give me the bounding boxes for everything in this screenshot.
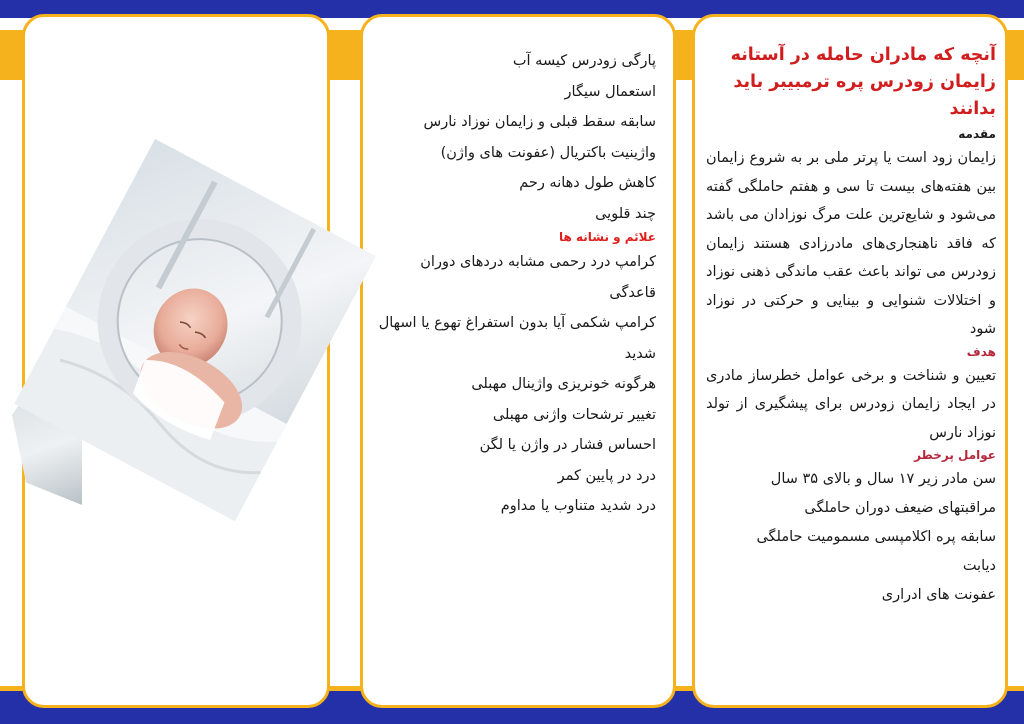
risk-heading: عوامل پرخطر	[914, 448, 996, 462]
list-item: تغییر ترشحات واژنی مهبلی	[492, 406, 656, 423]
signs-heading: علائم و نشانه ها	[558, 230, 656, 244]
list-item: هرگونه خونریزی واژینال مهبلی	[471, 376, 656, 392]
intro-text: زایمان زود است یا پرتر ملی بر به شروع زایمان بین هفته‌های بیست تا سی و هفتم حاملگی گفته می‌شود و شایع‌ترین علت مرگ نوزادان می باشد که فاقد ناهنجاری‌های مادرزادی هستند زایمان زودرس می تواند باعث عقب ماندگی ذهنی نوزاد و اختلالات شنوایی و بینایی و حرکتی در نوزاد شود	[706, 150, 996, 337]
list-item: سابقه پره اکلامپسی مسمومیت حاملگی	[756, 529, 996, 545]
risk-list	[706, 465, 996, 610]
signs-list	[372, 247, 656, 522]
list-item: استعمال سیگار	[564, 83, 656, 100]
list-item: دیابت	[962, 558, 996, 574]
middle-column	[372, 46, 656, 522]
intro-heading: مقدمه	[958, 127, 996, 141]
list-item: چند قلویی	[595, 205, 656, 222]
list-item: درد در پایین کمر	[557, 467, 656, 484]
list-item: واژینیت باکتریال (عفونت های واژن)	[440, 144, 656, 161]
list-item: کرامپ درد رحمی مشابه دردهای دوران قاعدگی	[420, 254, 656, 301]
goal-text: تعیین و شناخت و برخی عوامل خطرساز مادری در ایجاد زایمان زودرس برای پیشگیری از تولد نوزاد نارس	[706, 367, 996, 441]
list-item: کاهش طول دهانه رحم	[519, 175, 656, 191]
list-item: مراقبتهای ضیعف دوران حاملگی	[804, 500, 996, 516]
page-title: آنچه که مادران حامله در آستانه زایمان زودرس پره ترمبیبر باید بدانند	[730, 45, 996, 119]
list-item: کرامپ شکمی آیا بدون استفراغ تهوع یا اسهال شدید	[378, 315, 656, 362]
list-item: سابقه سقط قبلی و زایمان نوزاد نارس	[423, 114, 656, 130]
list-item: درد شدید متناوب یا مداوم	[500, 498, 656, 514]
list-item: پارگی زودرس کیسه آب	[512, 53, 656, 69]
right-column	[706, 42, 996, 610]
list-item: احساس فشار در واژن یا لگن	[479, 437, 656, 453]
list-item: عفونت های ادراری	[881, 587, 996, 603]
risk-list-continued	[372, 46, 656, 229]
goal-heading: هدف	[966, 344, 996, 359]
list-item: سن مادر زیر ۱۷ سال و بالای ۳۵ سال	[770, 471, 996, 487]
